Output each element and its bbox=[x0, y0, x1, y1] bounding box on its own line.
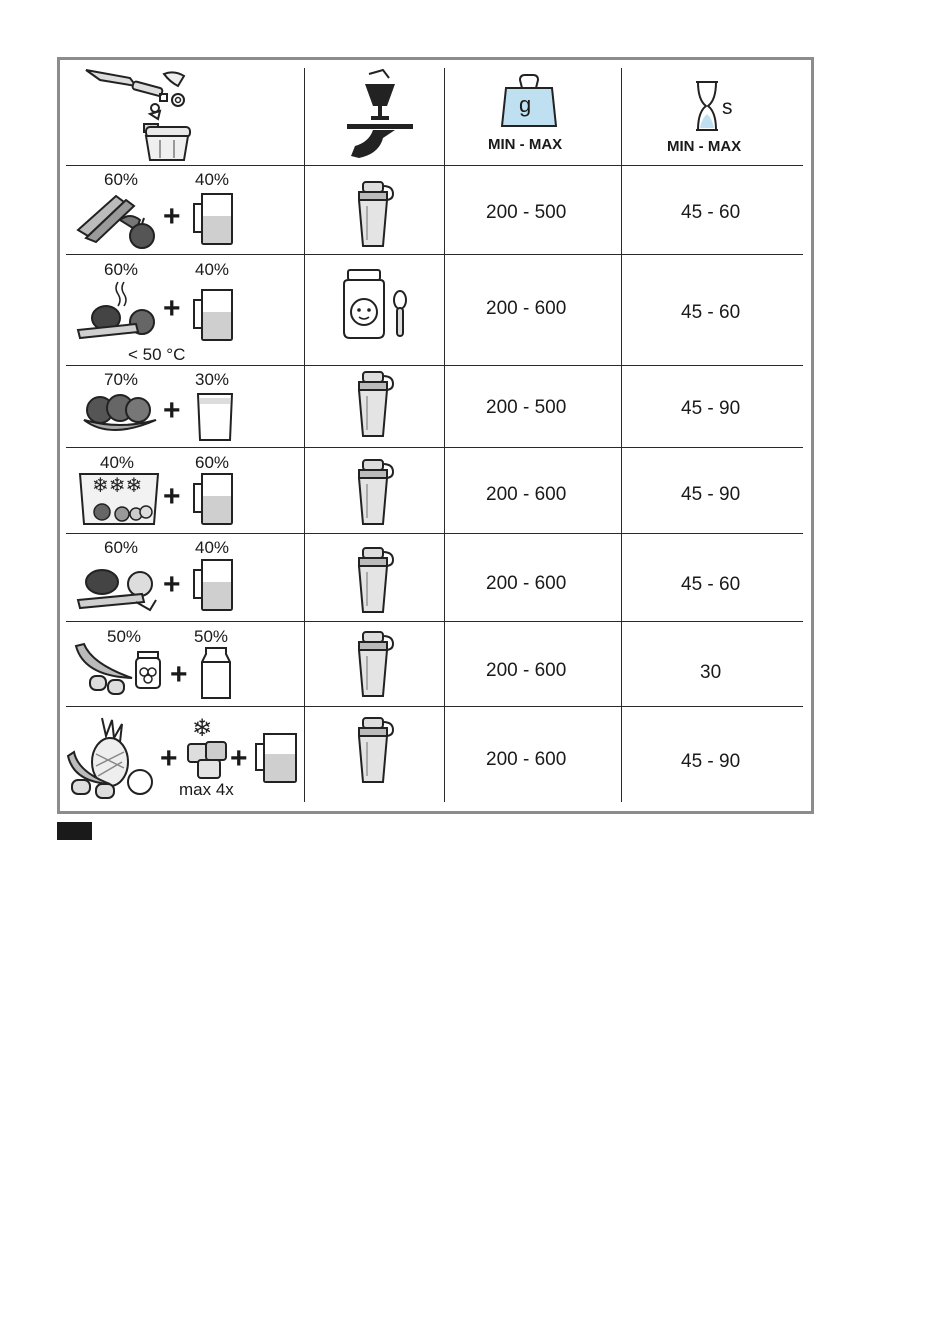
ingredient-ratio-a: 40% bbox=[100, 453, 135, 472]
ingredient-ratio-b: 40% bbox=[195, 260, 230, 279]
time-value: 30 bbox=[700, 662, 722, 683]
column-divider bbox=[444, 68, 445, 802]
time-unit-symbol: s bbox=[722, 96, 733, 119]
plus-sign: + bbox=[163, 394, 181, 427]
ice-limit-note: max 4x bbox=[179, 780, 234, 799]
root-vegetables-icon bbox=[76, 562, 160, 614]
recipe-table bbox=[57, 57, 814, 814]
weight-header-label: MIN - MAX bbox=[488, 136, 563, 153]
plus-sign: + bbox=[163, 480, 181, 513]
weight-value: 200 - 600 bbox=[486, 749, 567, 770]
shaker-bottle-icon bbox=[355, 630, 397, 700]
weight-value: 200 - 600 bbox=[486, 573, 567, 594]
weight-value: 200 - 500 bbox=[486, 397, 567, 418]
hourglass-icon bbox=[694, 80, 720, 132]
baby-food-jar-icon bbox=[340, 268, 412, 340]
time-value: 45 - 60 bbox=[681, 202, 741, 223]
row-divider bbox=[66, 533, 803, 534]
plus-sign: + bbox=[230, 742, 248, 775]
time-value: 45 - 60 bbox=[681, 574, 741, 595]
ingredient-ratio-b: 40% bbox=[195, 170, 230, 189]
time-value: 45 - 90 bbox=[681, 751, 741, 772]
ice-cubes-icon bbox=[184, 712, 234, 780]
ingredient-ratio-a: 60% bbox=[104, 260, 139, 279]
time-value: 45 - 60 bbox=[681, 302, 741, 323]
ingredient-ratio-b: 40% bbox=[195, 538, 230, 557]
plus-sign: + bbox=[170, 658, 188, 691]
weight-value: 200 - 600 bbox=[486, 484, 567, 505]
time-value: 45 - 90 bbox=[681, 398, 741, 419]
ingredient-ratio-a: 60% bbox=[104, 170, 139, 189]
weight-unit-symbol: g bbox=[519, 92, 532, 117]
weight-value: 200 - 500 bbox=[486, 202, 567, 223]
weight-value: 200 - 600 bbox=[486, 298, 567, 319]
measuring-jug-icon bbox=[192, 472, 236, 526]
column-divider bbox=[621, 68, 622, 802]
ingredient-ratio-b: 50% bbox=[194, 627, 229, 646]
ingredient-ratio-a: 70% bbox=[104, 370, 139, 389]
temperature-note: < 50 °C bbox=[128, 345, 186, 364]
ingredient-ratio-a: 60% bbox=[104, 538, 139, 557]
row-divider bbox=[66, 254, 803, 255]
frozen-fruit-bag-icon bbox=[78, 470, 160, 528]
ingredient-ratio-a: 50% bbox=[107, 627, 142, 646]
plus-sign: + bbox=[163, 200, 181, 233]
measuring-jug-icon bbox=[192, 288, 236, 342]
measuring-jug-icon bbox=[192, 558, 236, 612]
measuring-jug-icon bbox=[192, 192, 236, 246]
row-divider bbox=[66, 447, 803, 448]
weight-value: 200 - 600 bbox=[486, 660, 567, 681]
knife-and-blender-cup-icon bbox=[80, 64, 195, 162]
cocktail-serving-icon bbox=[343, 68, 418, 160]
ingredient-ratio-b: 30% bbox=[195, 370, 230, 389]
apples-and-banana-icon bbox=[80, 390, 160, 438]
shaker-bottle-icon bbox=[355, 370, 397, 440]
cup-of-liquid-icon bbox=[194, 390, 236, 442]
honey-jar-icon bbox=[134, 650, 162, 690]
svg-text:❄: ❄ bbox=[192, 714, 213, 742]
plus-sign: + bbox=[160, 742, 178, 775]
time-value: 45 - 90 bbox=[681, 484, 741, 505]
column-divider bbox=[304, 68, 305, 802]
row-divider bbox=[66, 706, 803, 707]
row-divider bbox=[66, 365, 803, 366]
svg-text:❄❄❄: ❄❄❄ bbox=[92, 473, 143, 497]
pineapple-banana-apple-icon bbox=[66, 714, 162, 800]
shaker-bottle-icon bbox=[355, 458, 397, 528]
shaker-bottle-icon bbox=[355, 716, 397, 786]
ingredient-ratio-b: 60% bbox=[195, 453, 230, 472]
shaker-bottle-icon bbox=[355, 180, 397, 250]
measuring-jug-icon bbox=[254, 732, 300, 784]
milk-carton-icon bbox=[200, 646, 232, 700]
row-divider bbox=[66, 165, 803, 166]
plus-sign: + bbox=[163, 292, 181, 325]
row-divider bbox=[66, 621, 803, 622]
shaker-bottle-icon bbox=[355, 546, 397, 616]
plus-sign: + bbox=[163, 568, 181, 601]
time-header-label: MIN - MAX bbox=[667, 138, 742, 155]
page-marker bbox=[57, 822, 92, 840]
leek-apple-ingredients-icon bbox=[76, 190, 160, 250]
banana-icon bbox=[74, 642, 136, 698]
cooked-vegetables-icon bbox=[76, 280, 160, 342]
